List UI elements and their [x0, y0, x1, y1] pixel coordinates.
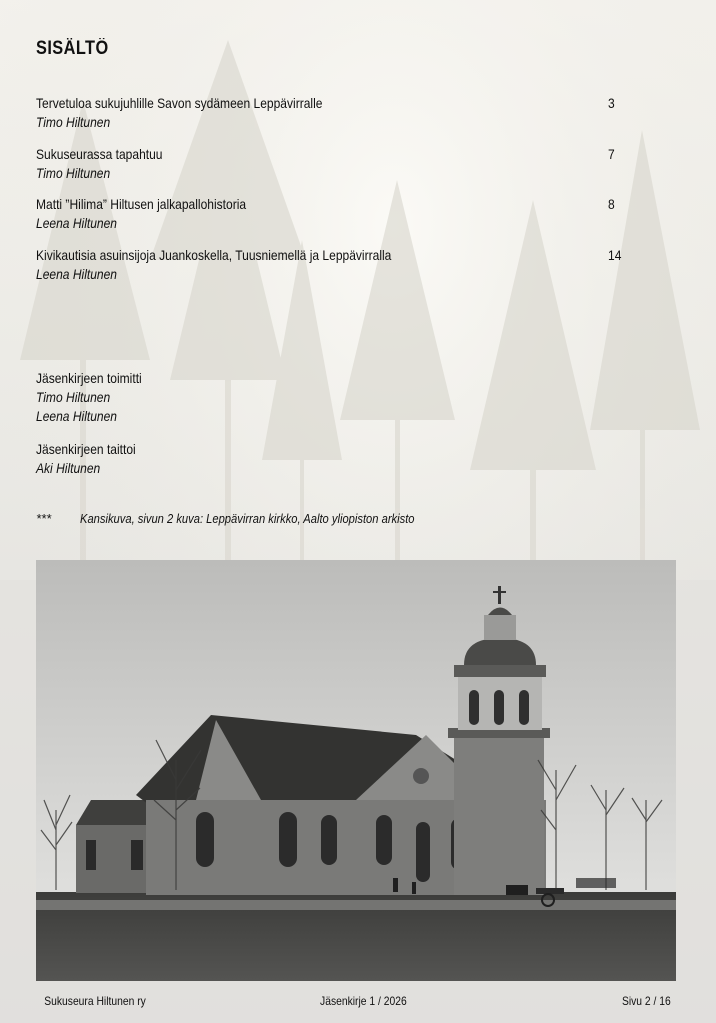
footer-center: Jäsenkirje 1 / 2026: [320, 994, 407, 1008]
toc-author: Leena Hiltunen: [36, 215, 118, 231]
toc-author: Leena Hiltunen: [36, 266, 118, 282]
toc-title: Sukuseurassa tapahtuu: [36, 146, 163, 162]
page-title: SISÄLTÖ: [36, 38, 109, 59]
layout-credit: [36, 440, 152, 478]
footer-left: Sukuseura Hiltunen ry: [44, 994, 146, 1008]
editor-name: Timo Hiltunen: [36, 389, 111, 405]
toc-title: Kivikautisia asuinsijoja Juankoskella, Tuusniemellä ja Leppävirralla: [36, 247, 392, 263]
toc-title: Matti ”Hilima” Hiltusen jalkapallohistoria: [36, 196, 247, 212]
toc-author: Timo Hiltunen: [36, 114, 111, 130]
layout-name: Aki Hiltunen: [36, 460, 101, 476]
toc-page-number: 7: [608, 146, 615, 162]
toc-page-number: 3: [608, 95, 615, 111]
church-photo: [36, 560, 676, 981]
editors-credit: [36, 369, 159, 426]
toc-page-number: 8: [608, 196, 615, 212]
editors-label: Jäsenkirjeen toimitti: [36, 370, 142, 386]
footer-page-number: Sivu 2 / 16: [621, 994, 671, 1008]
toc-author: Timo Hiltunen: [36, 165, 111, 181]
toc-entry[interactable]: [36, 145, 626, 183]
toc-entry[interactable]: [36, 94, 626, 132]
toc-title: Tervetuloa sukujuhlille Savon sydämeen Leppävirralle: [36, 95, 323, 111]
editor-name: Leena Hiltunen: [36, 408, 118, 424]
toc-entry[interactable]: [36, 246, 626, 284]
caption-text: Kansikuva, sivun 2 kuva: Leppävirran kirkko, Aalto yliopiston arkisto: [80, 511, 415, 526]
layout-label: Jäsenkirjeen taittoi: [36, 441, 136, 457]
photo-caption: [36, 511, 469, 526]
toc-entry[interactable]: [36, 195, 626, 233]
caption-marker: ***: [36, 511, 52, 526]
toc-page-number: 14: [608, 247, 622, 263]
